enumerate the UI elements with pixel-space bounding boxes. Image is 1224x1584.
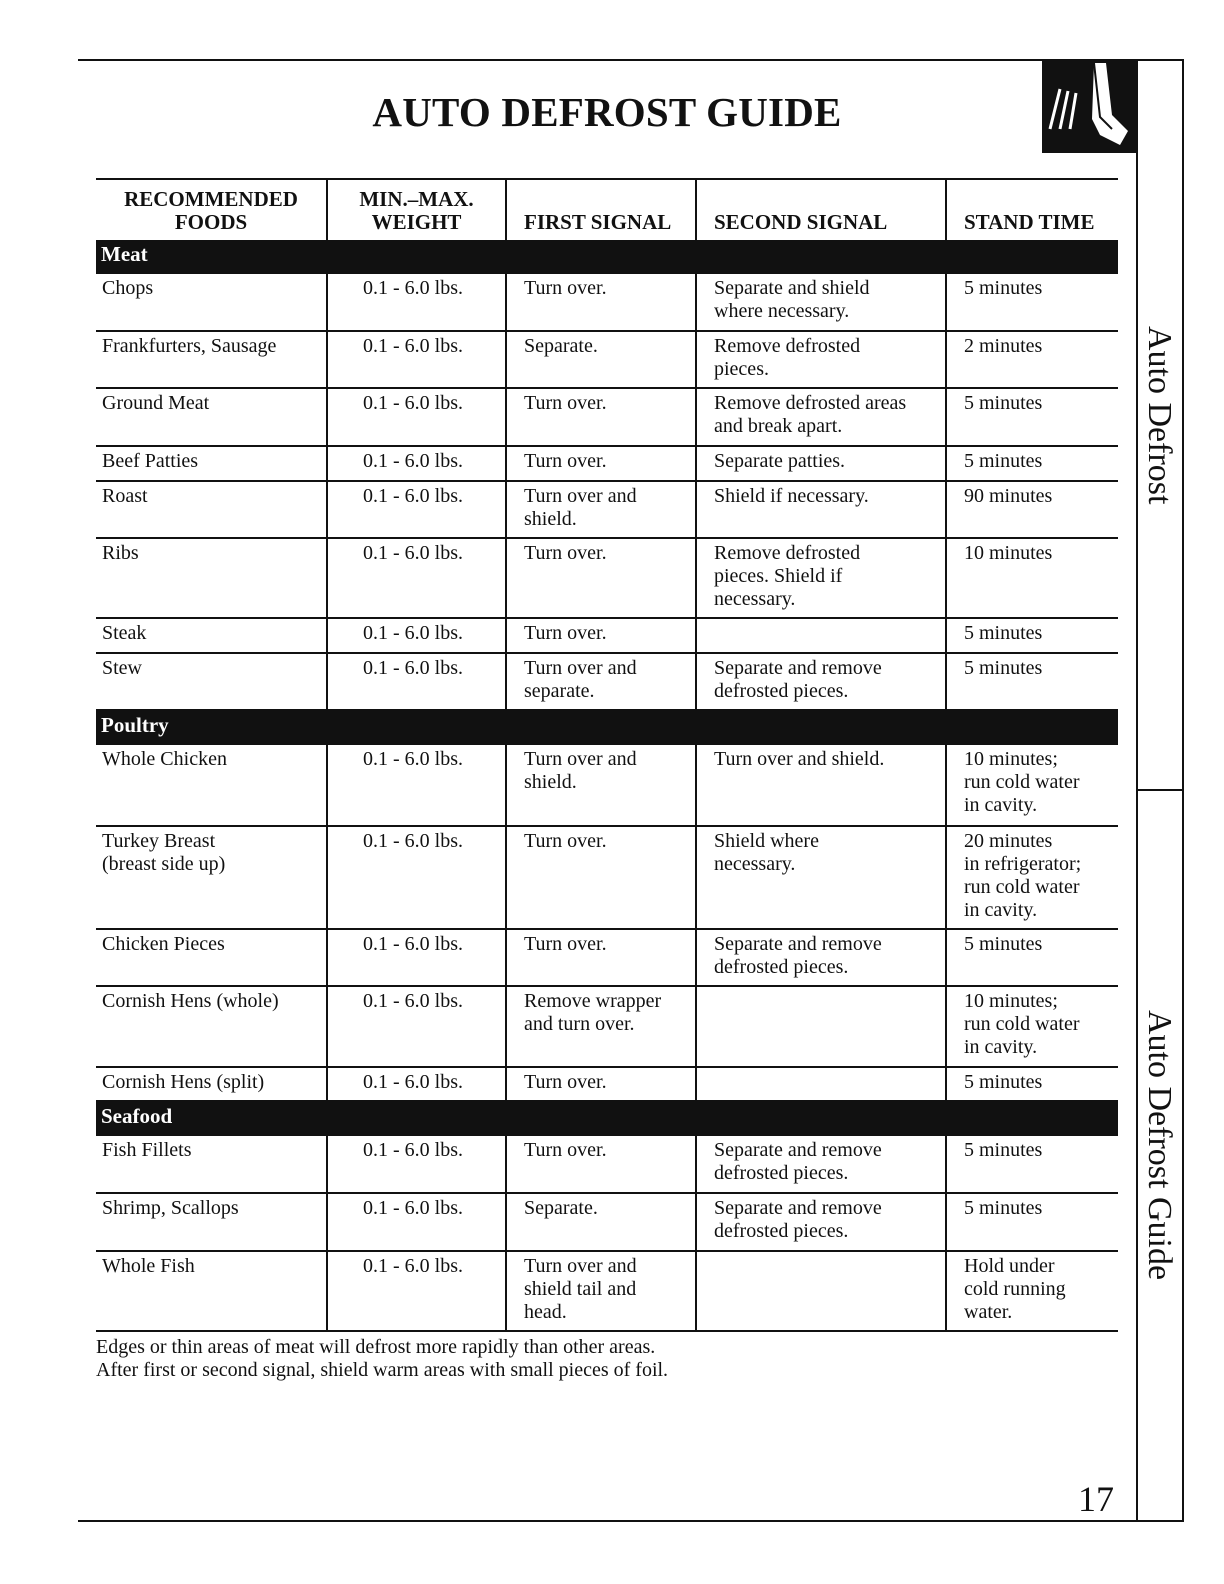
second-signal-cell [696, 1251, 946, 1331]
stand-time-cell: 5 minutes [946, 618, 1118, 653]
note-line: Edges or thin areas of meat will defrost more rapidly than other areas. [96, 1336, 656, 1358]
food-cell: Whole Fish [96, 1251, 327, 1331]
table-row [96, 826, 1118, 929]
food-cell: Chicken Pieces [96, 929, 327, 986]
first-signal-cell: Separate. [506, 1193, 696, 1251]
food-cell: Cornish Hens (split) [96, 1067, 327, 1101]
weight-cell: 0.1 - 6.0 lbs. [327, 274, 506, 331]
table-row [96, 653, 1118, 710]
weight-cell: 0.1 - 6.0 lbs. [327, 331, 506, 388]
bottom-rule [78, 1520, 1184, 1522]
table-row [96, 331, 1118, 388]
table-row [96, 538, 1118, 618]
second-signal-cell [696, 618, 946, 653]
first-signal-cell: Remove wrapper and turn over. [506, 986, 696, 1067]
side-tab-divider [1136, 789, 1184, 791]
first-signal-cell: Turn over. [506, 274, 696, 331]
weight-cell: 0.1 - 6.0 lbs. [327, 388, 506, 446]
table-row [96, 388, 1118, 446]
second-signal-cell [696, 1067, 946, 1101]
food-cell: Cornish Hens (whole) [96, 986, 327, 1067]
first-signal-cell: Turn over. [506, 1136, 696, 1193]
second-signal-cell [696, 986, 946, 1067]
second-signal-cell: Separate and shield where necessary. [696, 274, 946, 331]
weight-cell: 0.1 - 6.0 lbs. [327, 986, 506, 1067]
first-signal-cell: Turn over. [506, 618, 696, 653]
food-cell: Chops [96, 274, 327, 331]
table-row [96, 1067, 1118, 1101]
side-tab-auto-defrost-guide[interactable]: Auto Defrost Guide [1141, 1010, 1178, 1281]
side-tab-auto-defrost[interactable]: Auto Defrost [1141, 326, 1178, 505]
weight-cell: 0.1 - 6.0 lbs. [327, 1193, 506, 1251]
table-row [96, 1193, 1118, 1251]
first-signal-cell: Turn over. [506, 446, 696, 481]
page-title: AUTO DEFROST GUIDE [372, 89, 842, 135]
first-signal-cell: Turn over. [506, 538, 696, 618]
second-signal-cell: Separate and remove defrosted pieces. [696, 1136, 946, 1193]
food-cell: Steak [96, 618, 327, 653]
table-row [96, 618, 1118, 653]
food-cell: Shrimp, Scallops [96, 1193, 327, 1251]
second-signal-cell: Separate and remove defrosted pieces. [696, 1193, 946, 1251]
food-cell: Stew [96, 653, 327, 710]
weight-cell: 0.1 - 6.0 lbs. [327, 481, 506, 538]
weight-cell: 0.1 - 6.0 lbs. [327, 1136, 506, 1193]
stand-time-cell: 90 minutes [946, 481, 1118, 538]
weight-cell: 0.1 - 6.0 lbs. [327, 745, 506, 826]
stand-time-cell: 5 minutes [946, 1067, 1118, 1101]
first-signal-cell: Turn over and separate. [506, 653, 696, 710]
section-title: Meat [96, 240, 1118, 274]
second-signal-cell: Remove defrosted pieces. Shield if necessary. [696, 538, 946, 618]
section-title: Poultry [96, 710, 1118, 745]
second-signal-cell: Separate and remove defrosted pieces. [696, 929, 946, 986]
first-signal-cell: Turn over. [506, 826, 696, 929]
food-cell: Frankfurters, Sausage [96, 331, 327, 388]
second-signal-cell: Remove defrosted pieces. [696, 331, 946, 388]
first-signal-cell: Turn over and shield. [506, 481, 696, 538]
second-signal-cell: Remove defrosted areas and break apart. [696, 388, 946, 446]
food-cell: Whole Chicken [96, 745, 327, 826]
header-stand-time: STAND TIME [946, 179, 1118, 240]
stand-time-cell: 10 minutes; run cold water in cavity. [946, 986, 1118, 1067]
weight-cell: 0.1 - 6.0 lbs. [327, 929, 506, 986]
top-rule [78, 59, 1184, 61]
weight-cell: 0.1 - 6.0 lbs. [327, 826, 506, 929]
first-signal-cell: Turn over. [506, 1067, 696, 1101]
stand-time-cell: 2 minutes [946, 331, 1118, 388]
first-signal-cell: Turn over. [506, 929, 696, 986]
weight-cell: 0.1 - 6.0 lbs. [327, 618, 506, 653]
food-cell: Roast [96, 481, 327, 538]
header-min-max-weight: MIN.–MAX. WEIGHT [327, 179, 506, 240]
stand-time-cell: 10 minutes; run cold water in cavity. [946, 745, 1118, 826]
stand-time-cell: 5 minutes [946, 274, 1118, 331]
stand-time-cell: 5 minutes [946, 1136, 1118, 1193]
section-header-row [96, 710, 1118, 745]
stand-time-cell: 5 minutes [946, 1193, 1118, 1251]
table-row [96, 481, 1118, 538]
table-row [96, 929, 1118, 986]
stand-time-cell: 20 minutes in refrigerator; run cold water in cavity. [946, 826, 1118, 929]
weight-cell: 0.1 - 6.0 lbs. [327, 538, 506, 618]
notes [96, 1336, 668, 1382]
stand-time-cell: 5 minutes [946, 929, 1118, 986]
table-row [96, 1251, 1118, 1331]
stand-time-cell: 5 minutes [946, 388, 1118, 446]
section-header-row [96, 1101, 1118, 1136]
stand-time-cell: 5 minutes [946, 653, 1118, 710]
header-second-signal: SECOND SIGNAL [696, 179, 946, 240]
second-signal-cell: Separate and remove defrosted pieces. [696, 653, 946, 710]
table-header-row [96, 179, 1118, 240]
stand-time-cell: Hold under cold running water. [946, 1251, 1118, 1331]
header-first-signal: FIRST SIGNAL [506, 179, 696, 240]
food-cell: Beef Patties [96, 446, 327, 481]
weight-cell: 0.1 - 6.0 lbs. [327, 653, 506, 710]
stand-time-cell: 5 minutes [946, 446, 1118, 481]
table-row [96, 274, 1118, 331]
first-signal-cell: Turn over and shield tail and head. [506, 1251, 696, 1331]
defrost-guide-table [96, 178, 1118, 1332]
food-cell: Ground Meat [96, 388, 327, 446]
food-cell: Fish Fillets [96, 1136, 327, 1193]
stand-time-cell: 10 minutes [946, 538, 1118, 618]
second-signal-cell: Shield where necessary. [696, 826, 946, 929]
table-row [96, 446, 1118, 481]
weight-cell: 0.1 - 6.0 lbs. [327, 446, 506, 481]
table-row [96, 986, 1118, 1067]
page-number: 17 [1078, 1479, 1114, 1519]
second-signal-cell: Separate patties. [696, 446, 946, 481]
second-signal-cell: Turn over and shield. [696, 745, 946, 826]
header-recommended-foods: RECOMMENDED FOODS [96, 179, 327, 240]
first-signal-cell: Turn over and shield. [506, 745, 696, 826]
second-signal-cell: Shield if necessary. [696, 481, 946, 538]
food-cell: Turkey Breast (breast side up) [96, 826, 327, 929]
section-header-row [96, 240, 1118, 274]
first-signal-cell: Turn over. [506, 388, 696, 446]
food-cell: Ribs [96, 538, 327, 618]
table-row [96, 1136, 1118, 1193]
note-line: After first or second signal, shield warm areas with small pieces of foil. [96, 1359, 669, 1381]
weight-cell: 0.1 - 6.0 lbs. [327, 1067, 506, 1101]
first-signal-cell: Separate. [506, 331, 696, 388]
weight-cell: 0.1 - 6.0 lbs. [327, 1251, 506, 1331]
section-title: Seafood [96, 1101, 1118, 1136]
table-row [96, 745, 1118, 826]
